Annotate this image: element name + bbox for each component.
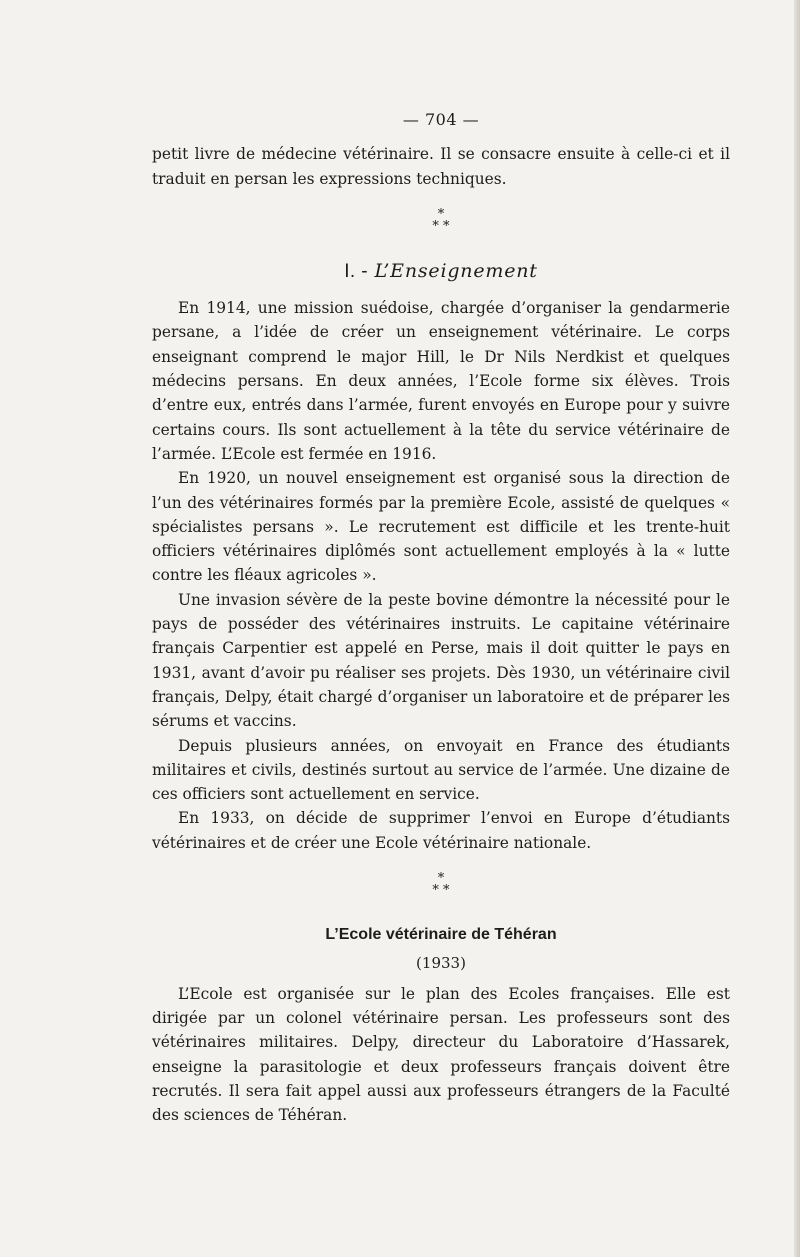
page-number: — 704 — [402,110,480,129]
asterism-bottom: * * [432,883,450,899]
asterism-bottom: * * [432,218,450,234]
section-2-paragraph: L’Ecole est organisée sur le plan des Ecoles françaises. Elle est dirigée par un colonel vétérinaire persan. Les professeurs sont des vétérinaires militaires. Delpy, directeur du Laboratoire d’Hassarek, enseigne la parasitologie et deux professeurs français doivent être recrutés. Il sera fait appel aussi aux professeurs étrangers de la Faculté des sciences de Téhéran. [152,984,730,1125]
section-1-title: L’Enseignement [374,259,538,282]
section-1-numeral: I. - [344,260,369,282]
section-1-paragraph: En 1920, un nouvel enseignement est organisé sous la direction de l’un des vétérinaires formés par la première Ecole, assisté de quelques « spécialistes persans ». Le recrutement est difficile et les trente-huit officiers vétérinaires diplômés sont actuellement employés à la « lutte contre les fléaux agricoles ». [152,469,730,585]
section-1-paragraph: En 1914, une mission suédoise, chargée d’organiser la gendarmerie persane, a l’idée de créer un enseignement vétérinaire. Le corps enseignant comprend le major Hill, le Dr Nils Nerdkist et quelques médecins persans. En deux années, l’Ecole forme six élèves. Trois d’entre eux, entrés dans l’armée, furent envoyés en Europe pour y suivre certains cours. Ils sont actuellement à la tête du service vétérinaire de l’armée. L’Ecole est fermée en 1916. [152,299,730,463]
asterism-separator [152,206,730,234]
section-1-paragraph: Depuis plusieurs années, on envoyait en France des étudiants militaires et civils, destinés surtout au service de l’armée. Une dizaine de ces officiers sont actuellement en service. [152,736,730,804]
section-1-paragraph: En 1933, on décide de supprimer l’envoi en Europe d’étudiants vétérinaires et de créer une Ecole vétérinaire nationale. [152,809,730,852]
page-edge [794,0,800,1257]
section-1-heading [152,259,730,284]
asterism-top: * [437,206,445,222]
section-1-paragraph: Une invasion sévère de la peste bovine démontre la nécessité pour le pays de posséder des vétérinaires instruits. Le capitaine vétérinaire français Carpentier est appelé en Perse, mais il doit quitter le pays en 1931, avant d’avoir pu réaliser ses projets. Dès 1930, un vétérinaire civil français, Delpy, était chargé d’organiser un laboratoire et de préparer les sérums et vaccins. [152,590,730,731]
asterism-top: * [437,871,445,887]
intro-paragraph: petit livre de médecine vétérinaire. Il se consacre ensuite à celle-ci et il traduit en persan les expressions techniques. [152,145,730,188]
asterism-separator [152,873,730,897]
section-2-year: (1933) [416,954,466,973]
section-2-title: L’Ecole vétérinaire de Téhéran [325,926,557,944]
page-content [152,108,730,1127]
